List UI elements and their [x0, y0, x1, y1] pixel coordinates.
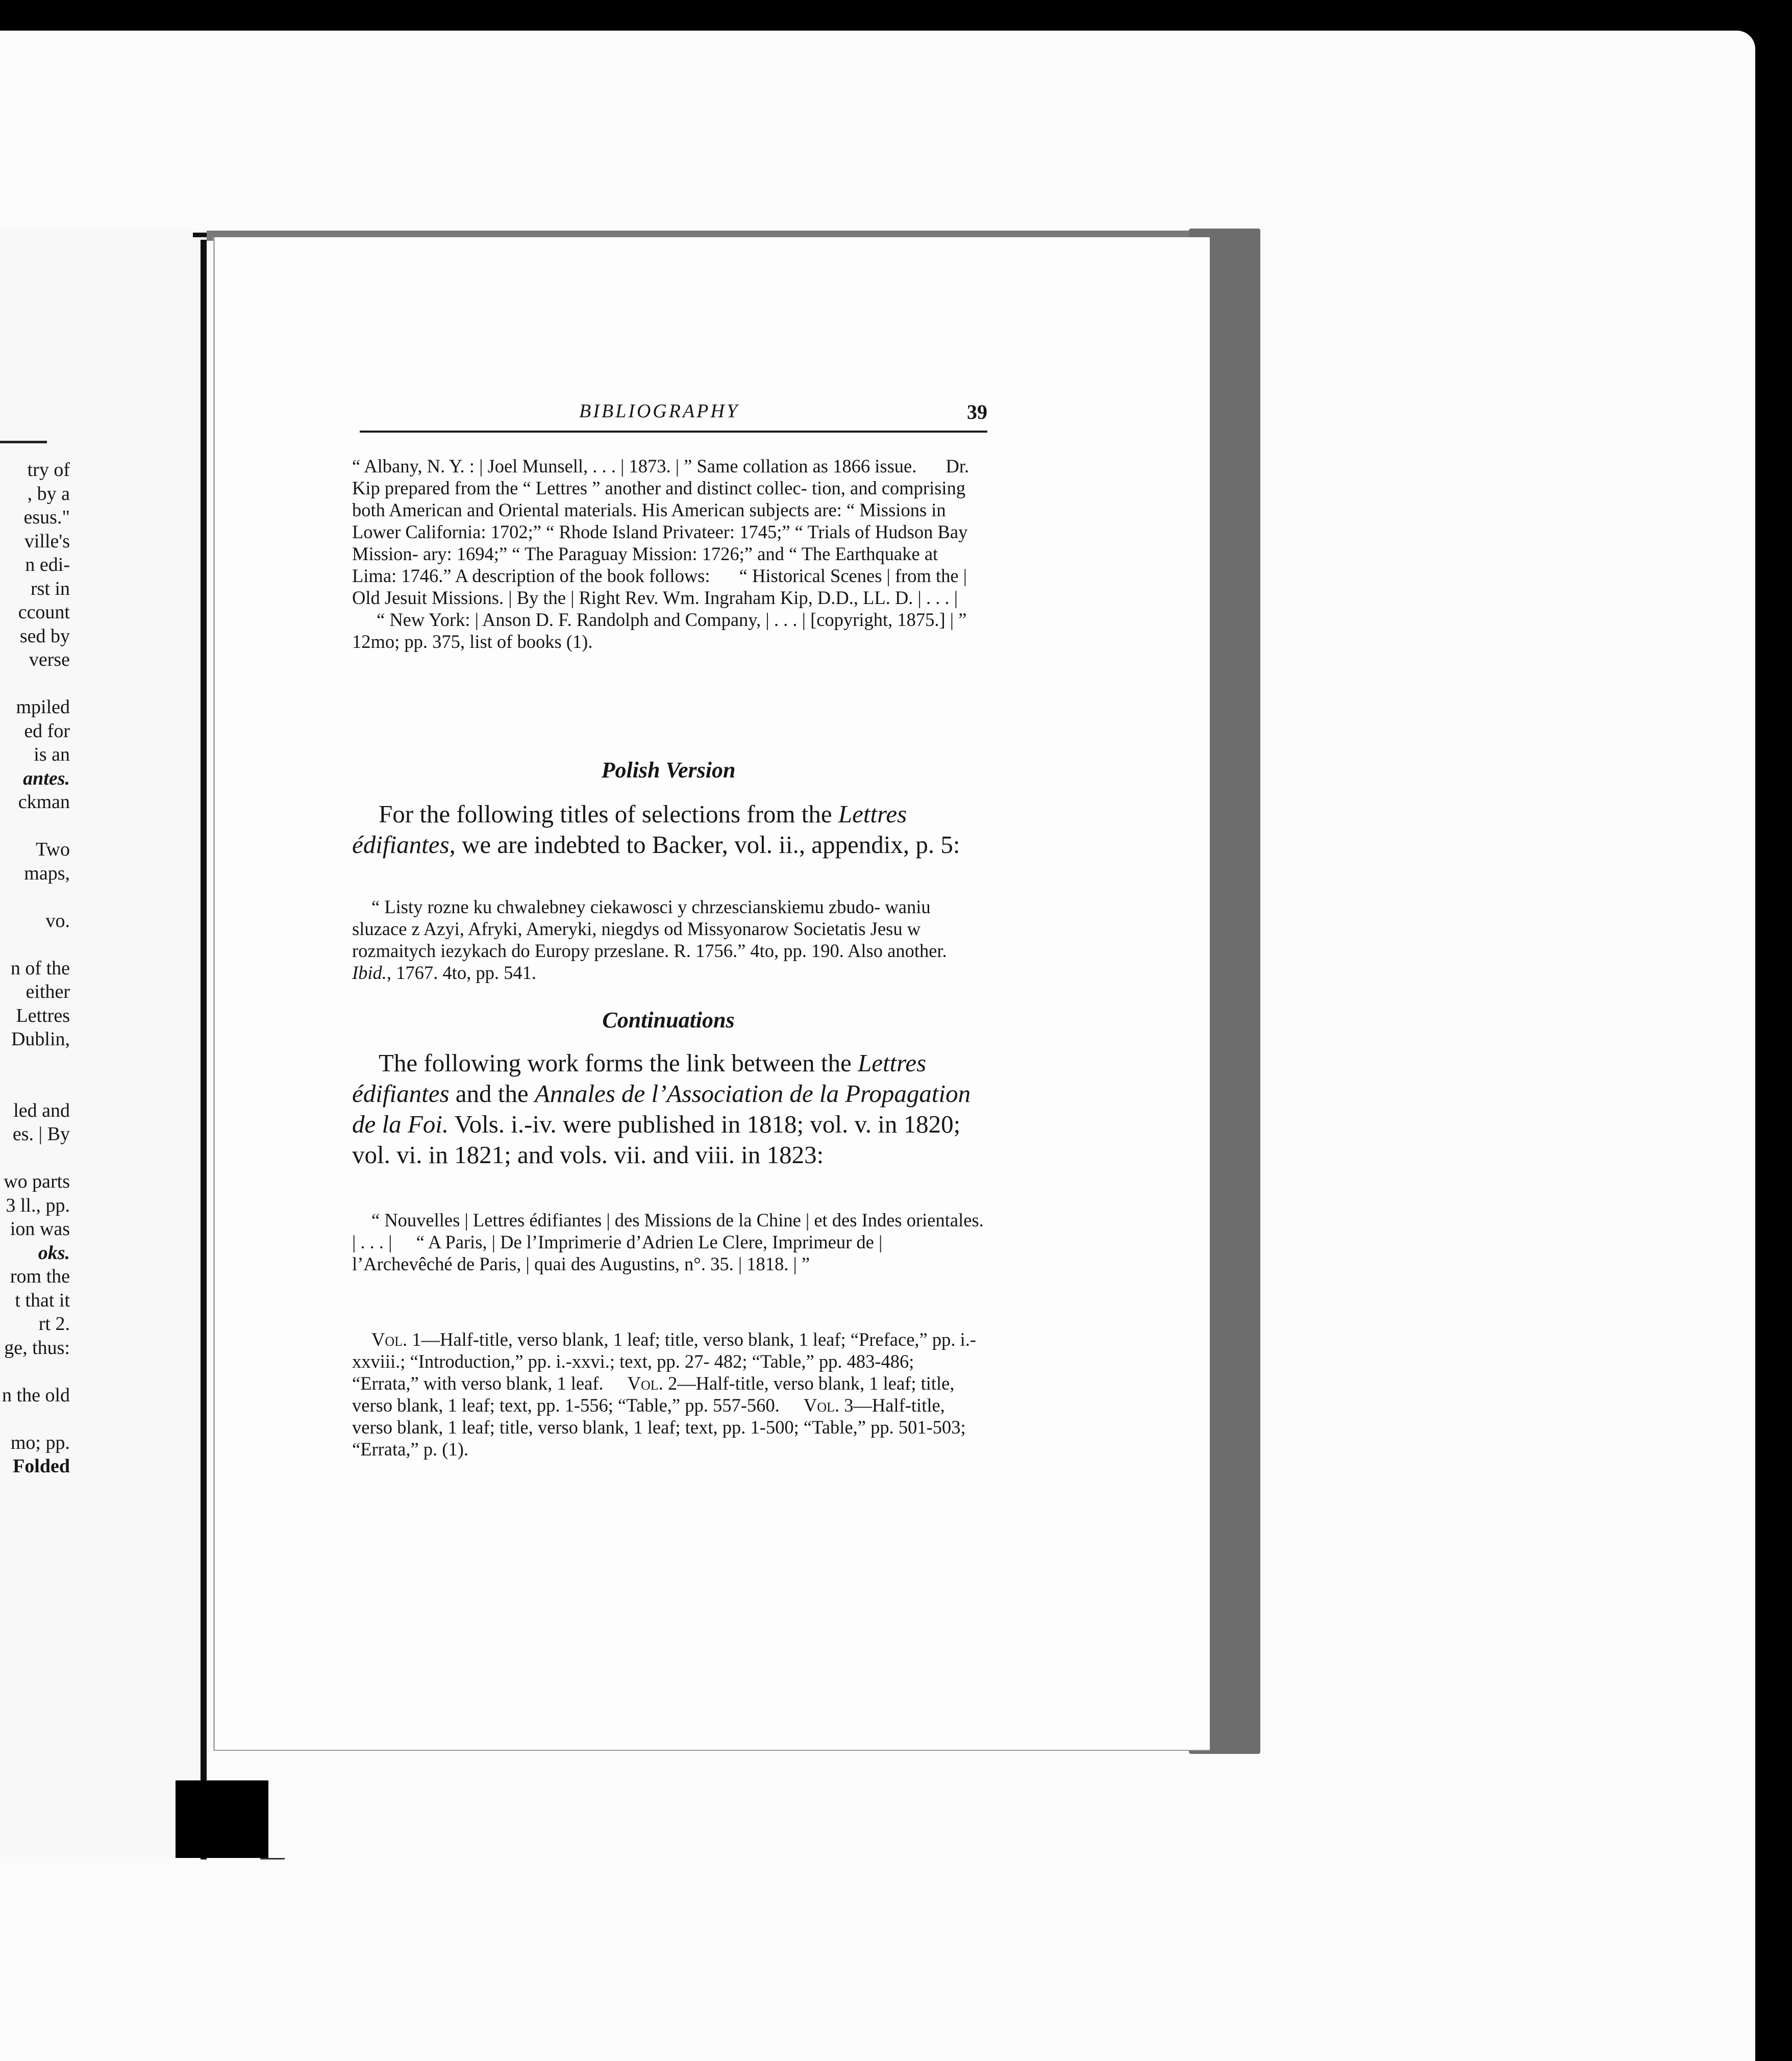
page-header	[360, 400, 987, 433]
facing-page-rule	[0, 441, 47, 443]
text-run: and the	[449, 1079, 535, 1108]
facing-line: rt 2.	[38, 1313, 70, 1335]
facing-line: n edi-	[25, 554, 70, 575]
page-number: 39	[967, 400, 987, 423]
facing-line: either	[26, 981, 70, 1002]
facing-gap	[0, 1360, 70, 1384]
facing-line: n of the	[10, 957, 70, 979]
text-line: “ Nouvelles | Lettres édifiantes | des Missions de la Chine | et des	[371, 1210, 857, 1230]
text-line: “ Rhode Island Privateer: 1745;” “ Trials of Hudson Bay Mission-	[352, 521, 968, 564]
facing-page-text	[0, 458, 70, 1478]
text-line: appendix, p. 5:	[811, 831, 960, 859]
text-line: l’Archevêché de Paris, | quai des Augustins, n°. 35. | 1818. | ”	[352, 1253, 810, 1274]
book-spine	[201, 240, 207, 1859]
facing-line: ville's	[24, 530, 70, 552]
facing-line: esus."	[23, 507, 70, 528]
text-line: “ Historical Scenes | from the | Old Jesuit Missions. | By the |	[352, 565, 967, 608]
text-run: , 1767. 4to, pp. 541.	[386, 962, 536, 983]
facing-line: 3 ll., pp.	[6, 1194, 70, 1216]
facing-gap	[0, 672, 70, 696]
facing-line: ckman	[18, 791, 70, 813]
section-heading-continuations: Continuations	[602, 1008, 735, 1033]
kip-entry	[352, 455, 985, 652]
text-run: Vols. i.-iv. were published in	[449, 1110, 741, 1138]
text-line: Dr. Kip prepared from the “ Lettres ” another and distinct collec-	[352, 456, 969, 498]
facing-line: ion was	[10, 1218, 70, 1240]
text-run: we are indebted to Backer, vol. ii.,	[455, 831, 805, 859]
facing-line: maps,	[24, 862, 70, 884]
facing-line: , by a	[27, 483, 70, 505]
facing-line: Folded	[13, 1455, 70, 1477]
text-line: “ Listy rozne ku chwalebney ciekawosci y chrzescianskiemu zbudo-	[371, 896, 881, 917]
facing-line: led and	[13, 1099, 70, 1121]
italic-title: Propagation de la Foi.	[352, 1079, 971, 1138]
facing-line: ed for	[24, 720, 70, 742]
text-line: “ A Paris, | De l’Imprimerie d’Adrien Le Clere, Imprimeur de |	[416, 1231, 883, 1252]
text-line: 1818; vol. v. in 1820; vol. vi. in 1821; and vols.	[352, 1110, 961, 1169]
facing-line: verse	[29, 649, 70, 670]
facing-gap	[0, 1051, 70, 1075]
volume-label: Vol. 1	[371, 1329, 421, 1350]
continuations-intro	[352, 1048, 985, 1170]
facing-gap	[0, 885, 70, 909]
text-line: text, pp. 1-556; “Table,” pp. 557-560.	[499, 1395, 780, 1416]
facing-line: mo; pp.	[10, 1431, 70, 1453]
text-line: at Lima: 1746.” A description of the book follows:	[352, 543, 938, 586]
text-run: —Half-title, verso blank, 1 leaf; title, verso blank, 1 leaf;	[421, 1329, 846, 1350]
italic-title: Lettres édifiantes,	[352, 800, 907, 859]
facing-line: n the old	[2, 1384, 70, 1406]
text-line: ary: 1694;” “ The Paraguay Mission: 1726;” and “ The Earthquake	[422, 543, 920, 564]
facing-line: antes.	[23, 767, 70, 789]
facing-line: try of	[27, 459, 70, 481]
continuations-quote	[352, 1209, 985, 1275]
text-line: Indes orientales. | . . . |	[352, 1210, 984, 1252]
text-line: The following work forms the link between the	[379, 1049, 852, 1077]
text-line: Societatis Jesu w rozmaitych iezykach do Europy przeslane. R.	[352, 918, 921, 961]
text-line: American subjects are: “ Missions in Lower California: 1702;”	[352, 499, 946, 542]
facing-gap	[0, 1075, 70, 1099]
italic-title: Lettres édifiantes	[352, 1049, 927, 1108]
text-line: 482; “Table,” pp. 483-486; “Errata,” with verso blank, 1 leaf.	[352, 1351, 914, 1394]
text-line: vii. and viii. in 1823:	[614, 1141, 824, 1169]
facing-line: Two	[35, 839, 70, 860]
text-run: —Half-title, verso blank, 1 leaf; title, verso blank, 1 leaf;	[352, 1373, 955, 1416]
facing-line: ge, thus:	[4, 1337, 70, 1359]
running-head: BIBLIOGRAPHY	[579, 400, 739, 422]
text-line: 1866 issue.	[833, 456, 917, 476]
italic-ibid: Ibid.	[352, 962, 387, 983]
text-line: For the following titles of selections from the	[379, 800, 832, 828]
text-line	[352, 1329, 846, 1350]
facing-line: is an	[34, 744, 70, 765]
italic-title: Annales de l’Association de la	[534, 1079, 839, 1108]
text-line: tion, and comprising both American and Oriental materials. His	[352, 477, 966, 520]
polish-intro	[352, 799, 985, 860]
facing-gap	[0, 933, 70, 957]
facing-line: Lettres	[16, 1004, 70, 1026]
facing-line: t that it	[15, 1289, 70, 1311]
text-line: “Preface,” pp. i.-xxviii.; “Introduction,” pp. i.-xxvi.; text, pp. 27-	[352, 1329, 977, 1372]
volume-collations	[352, 1328, 985, 1460]
facing-line: mpiled	[16, 696, 70, 718]
text-line: “ Albany, N. Y. : | Joel Munsell, . . . | 1873. | ” Same collation as	[352, 456, 828, 476]
scan-shadow-block	[176, 1780, 268, 1858]
facing-gap	[0, 814, 70, 838]
facing-gap	[0, 1146, 70, 1170]
facing-line: es. | By	[12, 1123, 70, 1145]
text-line: “ New York: | Anson D. F. Randolph and Company, | . . . |	[377, 609, 806, 630]
text-line: [copyright, 1875.] | ” 12mo; pp. 375, list of books (1).	[352, 609, 967, 652]
volume-label: Vol. 3	[803, 1395, 854, 1416]
facing-line: rom the	[10, 1266, 70, 1287]
facing-line: sed by	[19, 625, 70, 647]
text-line: waniu sluzace z Azyi, Afryki, Ameryki, niegdys od Missyonarow	[352, 896, 931, 939]
facing-line: vo.	[45, 910, 70, 932]
polish-quote	[352, 896, 985, 984]
scan-edge-mark	[260, 1858, 285, 1859]
text-run: 1756.” 4to, pp. 190. Also another.	[695, 940, 947, 961]
facing-line: rst in	[30, 577, 70, 599]
text-run: —Half-title, verso blank, 1 leaf; title, verso blank, 1 leaf;	[352, 1395, 945, 1438]
facing-gap	[0, 1407, 70, 1431]
facing-line: Dublin,	[11, 1028, 70, 1050]
facing-line: ccount	[18, 601, 70, 623]
text-line: Right Rev. Wm. Ingraham Kip, D.D., LL. D. | . . . |	[579, 587, 958, 608]
facing-line: oks.	[38, 1242, 70, 1264]
volume-label: Vol. 2	[627, 1373, 678, 1394]
facing-line: wo parts	[4, 1171, 70, 1192]
text-line: text, pp. 1-500; “Table,” pp. 501-503; “Errata,” p. (1).	[352, 1417, 966, 1460]
section-heading-polish: Polish Version	[601, 758, 736, 783]
